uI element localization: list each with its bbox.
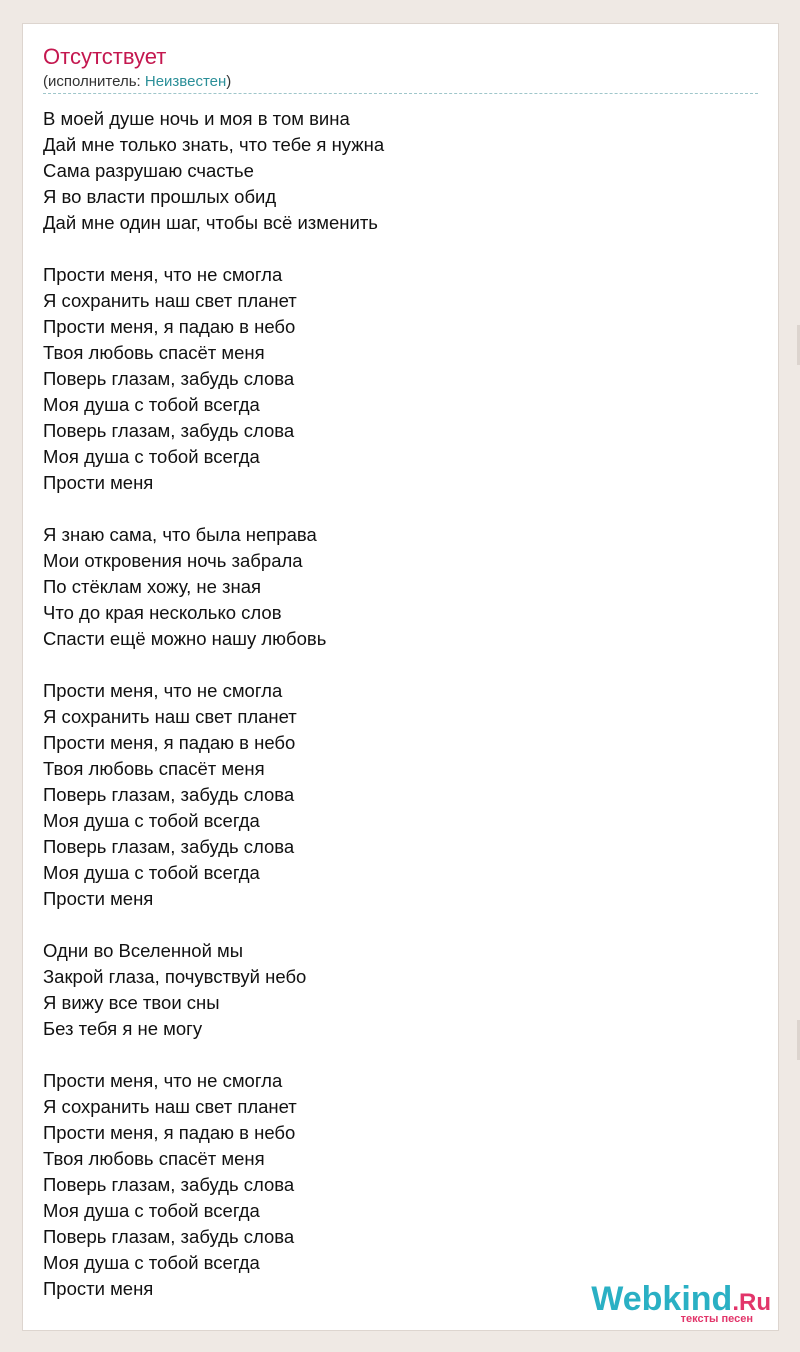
lyric-line: Прости меня, что не смогла — [43, 680, 283, 701]
lyric-line: Сама разрушаю счастье — [43, 160, 254, 181]
lyric-line: Твоя любовь спасёт меня — [43, 758, 265, 779]
lyric-line: Я вижу все твои сны — [43, 992, 220, 1013]
lyrics-stanza — [43, 262, 384, 496]
lyric-line: Поверь глазам, забудь слова — [43, 784, 295, 805]
lyric-line: Поверь глазам, забудь слова — [43, 836, 295, 857]
lyric-line: Прости меня, я падаю в небо — [43, 732, 296, 753]
lyric-line: Поверь глазам, забудь слова — [43, 420, 295, 441]
lyrics-card — [22, 23, 779, 1331]
lyric-line: Я сохранить наш свет планет — [43, 706, 297, 727]
song-title: Отсутствует — [43, 44, 167, 69]
artist-link[interactable]: Неизвестен — [144, 73, 227, 90]
lyric-line: Прости меня — [43, 472, 154, 493]
lyric-line: Поверь глазам, забудь слова — [43, 1226, 295, 1247]
lyric-line: Я знаю сама, что была неправа — [43, 524, 317, 545]
lyric-line: Твоя любовь спасёт меня — [43, 1148, 265, 1169]
lyric-line: Моя душа с тобой всегда — [43, 446, 260, 467]
lyric-line: В моей душе ночь и моя в том вина — [43, 108, 350, 129]
artist-line — [43, 73, 231, 91]
lyric-line: Прости меня — [43, 1278, 154, 1299]
lyric-line: Одни во Вселенной мы — [43, 940, 244, 961]
lyric-line: Моя душа с тобой всегда — [43, 1252, 260, 1273]
logo-word: Webkind — [591, 1280, 733, 1318]
lyric-line: По стёклам хожу, не зная — [43, 576, 262, 597]
lyric-line: Прости меня — [43, 888, 154, 909]
lyric-line: Я сохранить наш свет планет — [43, 290, 297, 311]
artist-suffix: ) — [226, 73, 232, 90]
lyric-line: Моя душа с тобой всегда — [43, 394, 260, 415]
lyrics-body — [43, 106, 384, 1302]
lyrics-stanza — [43, 106, 384, 236]
lyric-line: Что до края несколько слов — [43, 602, 282, 623]
lyric-line: Без тебя я не могу — [43, 1018, 203, 1039]
title-divider — [43, 93, 758, 94]
lyric-line: Твоя любовь спасёт меня — [43, 342, 265, 363]
logo-tld: .Ru — [732, 1289, 771, 1316]
lyrics-stanza — [43, 938, 384, 1042]
lyric-line: Прости меня, что не смогла — [43, 264, 283, 285]
lyric-line: Я сохранить наш свет планет — [43, 1096, 297, 1117]
artist-prefix: (исполнитель: — [43, 73, 145, 90]
lyric-line: Моя душа с тобой всегда — [43, 810, 260, 831]
lyric-line: Поверь глазам, забудь слова — [43, 368, 295, 389]
lyric-line: Поверь глазам, забудь слова — [43, 1174, 295, 1195]
lyrics-stanza — [43, 1068, 384, 1302]
lyrics-stanza — [43, 522, 384, 652]
lyric-line: Закрой глаза, почувствуй небо — [43, 966, 307, 987]
lyric-line: Прости меня, я падаю в небо — [43, 1122, 296, 1143]
site-logo[interactable] — [571, 1282, 771, 1326]
lyric-line: Дай мне один шаг, чтобы всё изменить — [43, 212, 378, 233]
logo-tagline: тексты песен — [680, 1313, 753, 1325]
lyric-line: Прости меня, я падаю в небо — [43, 316, 296, 337]
lyric-line: Прости меня, что не смогла — [43, 1070, 283, 1091]
lyrics-stanza — [43, 678, 384, 912]
lyric-line: Моя душа с тобой всегда — [43, 1200, 260, 1221]
lyric-line: Я во власти прошлых обид — [43, 186, 277, 207]
lyric-line: Моя душа с тобой всегда — [43, 862, 260, 883]
lyric-line: Спасти ещё можно нашу любовь — [43, 628, 327, 649]
lyric-line: Мои откровения ночь забрала — [43, 550, 303, 571]
lyric-line: Дай мне только знать, что тебе я нужна — [43, 134, 385, 155]
